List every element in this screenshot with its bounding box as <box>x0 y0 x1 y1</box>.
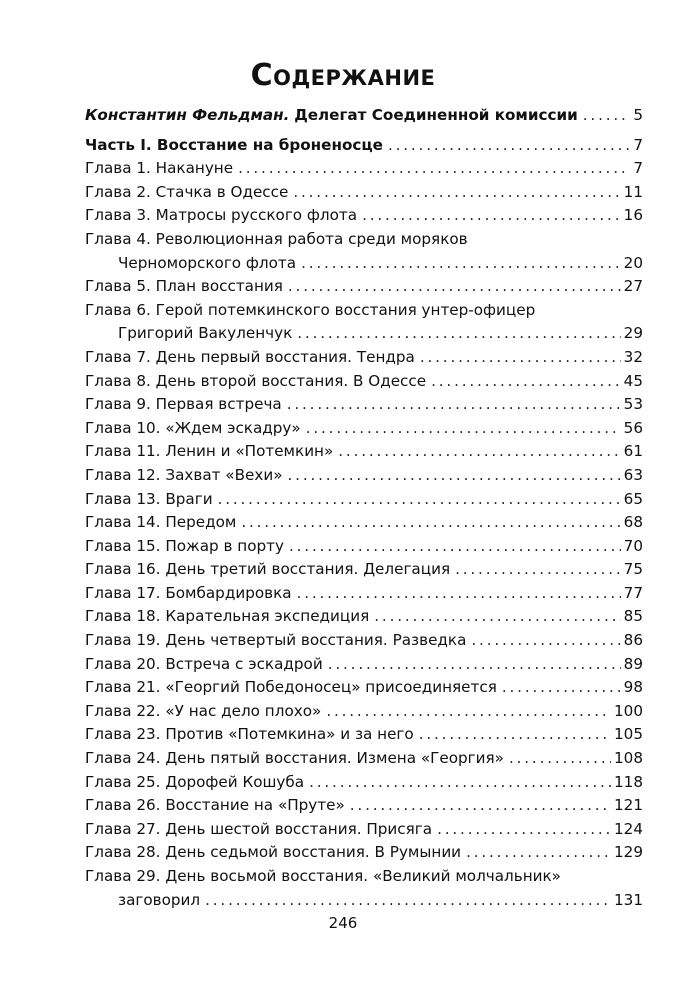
leader-dots <box>583 104 631 128</box>
leader-dots <box>301 252 621 276</box>
toc-page-number: 77 <box>623 583 643 602</box>
toc-entry <box>85 700 643 724</box>
toc-entry-label: Глава 4. Революционная работа среди моряков <box>85 229 468 248</box>
toc-entry-line <box>85 299 643 323</box>
page-title: Содержание <box>250 58 436 93</box>
toc-page-number: 56 <box>623 418 643 437</box>
leader-dots <box>466 841 611 865</box>
leader-dots <box>471 629 620 653</box>
toc-page-number: 20 <box>623 253 643 272</box>
toc-entry-label: Глава 5. План восстания <box>85 277 283 296</box>
toc-entry-label: Глава 18. Карательная экспедиция <box>85 607 370 626</box>
toc-entry-label: Глава 1. Накануне <box>85 159 234 178</box>
toc-entry <box>85 841 643 865</box>
leader-dots <box>238 157 630 181</box>
toc-entry-label: Глава 13. Враги <box>85 489 213 508</box>
toc-entry-label: Глава 12. Захват «Вехи» <box>85 465 283 484</box>
toc-entry <box>85 889 643 913</box>
toc-page-number: 131 <box>614 890 643 909</box>
leader-dots <box>326 700 611 724</box>
toc-page-number: 65 <box>623 489 643 508</box>
leader-dots <box>218 488 621 512</box>
toc-entry-label: Глава 24. День пятый восстания. Измена «Георгия» <box>85 749 504 768</box>
toc-page-number: 32 <box>623 347 643 366</box>
toc-entry-label: Глава 28. День седьмой восстания. В Румынии <box>85 843 462 862</box>
toc-page-number: 45 <box>623 371 643 390</box>
toc-entry-label: Глава 21. «Георгий Победоносец» присоединяется <box>85 678 497 697</box>
toc-entry <box>85 676 643 700</box>
leader-dots <box>455 558 621 582</box>
toc-entry <box>85 558 643 582</box>
toc-entry <box>85 464 643 488</box>
toc-entry-label-continued: Григорий Вакуленчук <box>118 324 293 343</box>
toc-entry-part <box>85 134 643 158</box>
leader-dots <box>338 440 620 464</box>
toc-entry-label: Глава 20. Встреча с эскадрой <box>85 654 323 673</box>
toc-entry <box>85 605 643 629</box>
toc-entry-label: Глава 26. Восстание на «Пруте» <box>85 796 345 815</box>
leader-dots <box>287 393 621 417</box>
toc-entry-label: Глава 8. День второй восстания. В Одессе <box>85 371 427 390</box>
leader-dots <box>205 889 611 913</box>
toc-page-number: 85 <box>623 607 643 626</box>
toc-entry <box>85 511 643 535</box>
toc-page-number: 5 <box>633 106 643 124</box>
toc-page-number: 29 <box>623 324 643 343</box>
leader-dots <box>437 818 611 842</box>
toc-entry <box>85 275 643 299</box>
toc-entry-label: Глава 2. Стачка в Одессе <box>85 182 289 201</box>
toc-page-number: 16 <box>623 206 643 225</box>
toc-entry-label: Глава 19. День четвертый восстания. Разведка <box>85 631 467 650</box>
leader-dots <box>420 346 621 370</box>
toc-entry-label: Глава 16. День третий восстания. Делегация <box>85 560 451 579</box>
toc-page-number: 63 <box>623 465 643 484</box>
toc-entry-label: Глава 23. Против «Потемкина» и за него <box>85 725 414 744</box>
toc-page-number: 53 <box>623 395 643 414</box>
leader-dots <box>288 275 621 299</box>
toc-page-number: 70 <box>623 536 643 555</box>
leader-dots <box>431 370 621 394</box>
toc-entry-label: Глава 29. День восьмой восстания. «Великий молчальник» <box>85 867 561 885</box>
toc-entry-label: Глава 11. Ленин и «Потемкин» <box>85 442 334 461</box>
toc-entry <box>85 629 643 653</box>
toc-page-number: 100 <box>614 701 643 720</box>
toc-page-number: 89 <box>623 654 643 673</box>
toc-page-number: 11 <box>623 182 643 201</box>
toc-entry <box>85 747 643 771</box>
toc-entry <box>85 818 643 842</box>
toc-entry <box>85 181 643 205</box>
toc-page-number: 118 <box>614 772 643 791</box>
leader-dots <box>289 535 621 559</box>
toc-entry <box>85 440 643 464</box>
toc-entry-line <box>85 865 643 889</box>
toc-entry <box>85 488 643 512</box>
toc-entry <box>85 653 643 677</box>
toc-page-number: 98 <box>623 678 643 697</box>
toc-page-number: 129 <box>614 843 643 862</box>
table-of-contents <box>85 104 643 912</box>
toc-entry <box>85 204 643 228</box>
toc-entry-label: Глава 9. Первая встреча <box>85 395 282 414</box>
leader-dots <box>350 794 611 818</box>
toc-page-number: 61 <box>623 442 643 461</box>
toc-entry-label: Глава 15. Пожар в порту <box>85 536 284 555</box>
part-label: Часть I. Восстание на броненосце <box>85 135 383 154</box>
toc-entry <box>85 723 643 747</box>
leader-dots <box>293 181 620 205</box>
toc-entry <box>85 582 643 606</box>
leader-dots <box>306 417 621 441</box>
toc-page-number: 68 <box>623 513 643 532</box>
toc-entry <box>85 370 643 394</box>
leader-dots <box>388 134 630 158</box>
leader-dots <box>241 511 620 535</box>
toc-entry-label-continued: заговорил <box>118 890 201 909</box>
leader-dots <box>374 605 620 629</box>
leader-dots <box>502 676 621 700</box>
leader-dots <box>297 582 621 606</box>
toc-entry-label: Глава 27. День шестой восстания. Присяга <box>85 819 433 838</box>
chapter-list <box>85 157 643 912</box>
toc-entry-label: Глава 17. Бомбардировка <box>85 583 292 602</box>
toc-entry <box>85 535 643 559</box>
toc-entry <box>85 393 643 417</box>
toc-page-number: 7 <box>633 159 643 178</box>
toc-entry-label: Глава 22. «У нас дело плохо» <box>85 701 322 720</box>
toc-page-number: 121 <box>614 796 643 815</box>
toc-entry-label: Глава 10. «Ждем эскадру» <box>85 418 301 437</box>
leader-dots <box>288 464 621 488</box>
toc-entry-label: Глава 6. Герой потемкинского восстания унтер-офицер <box>85 300 536 319</box>
toc-entry-label: Глава 7. День первый восстания. Тендра <box>85 347 415 366</box>
leader-dots <box>328 653 621 677</box>
leader-dots <box>362 204 621 228</box>
toc-entry-label: Глава 25. Дорофей Кошуба <box>85 772 305 791</box>
toc-entry-label: Глава 3. Матросы русского флота <box>85 206 358 225</box>
toc-page-number: 108 <box>614 749 643 768</box>
toc-entry <box>85 417 643 441</box>
toc-entry-label <box>85 104 578 128</box>
toc-page-number: 27 <box>623 277 643 296</box>
toc-entry-label: Глава 14. Передом <box>85 513 237 532</box>
leader-dots <box>509 747 611 771</box>
toc-page-number: 124 <box>614 819 643 838</box>
toc-entry <box>85 322 643 346</box>
toc-entry <box>85 346 643 370</box>
intro-title: Делегат Соединенной комиссии <box>294 106 578 124</box>
toc-entry-label-continued: Черноморского флота <box>118 253 297 272</box>
toc-entry <box>85 157 643 181</box>
intro-author: Константин Фельдман. <box>85 106 290 124</box>
toc-page-number: 7 <box>633 135 643 154</box>
toc-page-number: 86 <box>623 631 643 650</box>
toc-entry <box>85 794 643 818</box>
toc-page-number: 105 <box>614 725 643 744</box>
toc-entry-intro <box>85 104 643 128</box>
toc-entry-line <box>85 228 643 252</box>
toc-entry <box>85 252 643 276</box>
leader-dots <box>309 771 611 795</box>
leader-dots <box>419 723 611 747</box>
toc-page-number: 75 <box>623 560 643 579</box>
leader-dots <box>297 322 620 346</box>
page-number: 246 <box>328 914 358 932</box>
toc-entry <box>85 771 643 795</box>
